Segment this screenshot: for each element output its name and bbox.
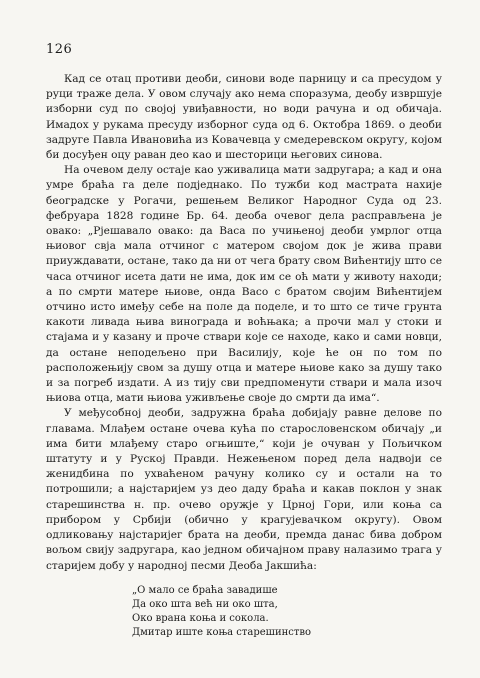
- paragraph-2: На очевом делу остаје као уживалица мати задругара; а кад и она умре браћа га деле подједнако. По тужби код мастрата нахије београдске у Рогачи, решењем Великог Народног Суда од 23. фебруара 1828 године Бр. 64. деоба очевог дела расправљена је овако: „Рјешавало овако: да Васа по учињеној деоби умрлог отца њиовог свја мала отчиног с матером својом док је жива прави приуждавати, остане, тако да ни от чега брату свом Вићентију што се часа отчиног исета дати не има, док им се оћ мати у животу находи; а по смрти матере њиове, онда Васо с братом својим Вићентијем отчино исто имеђу себе на поле да поделе, и то што се тиче грунта какоти ливада њива винограда и воћњака; а прочи мал у стоки и стајама и у казану и проче ствари које се находе, како и сами новци, да остане неподељено при Василију, које ће он по том по расположењију свом за душу отца и матере њиове како за душу тако и за погреб издати. А из тију сви предпоменути ствари и мала изоч њиова отца, мати њиова уживљење своје до смрти да има“.: [46, 164, 442, 405]
- verse-line: Око врана коња и сокола.: [132, 613, 269, 625]
- page-number: 126: [46, 42, 73, 57]
- page-body: [46, 72, 442, 641]
- verse-line: „О мало се браћа завадише: [132, 584, 278, 596]
- verse-quote: [132, 584, 442, 641]
- verse-line: Дмитар иште коња старешинство: [132, 627, 312, 639]
- paragraph-3: У међусобној деоби, задружна браћа добијају равне делове по главама. Млађем остане очева кућа по старословенском обичају „и има бити млађему старо огњиште,“ који је очуван у Пољичком штатуту и у Руској Правди. Нежењеном поред дела надвоји се женидбина по ухваћеном рачуну колико су и остали на то потрошили; а најстаријем уз део даду браћа и какав поклон у знак старешинства н. пр. очево оружје у Црној Гори, или коња са прибором у Србији (обично у крагујевачком округу). Овом одликовању најстаријег брата на деоби, премда данас бива добром вољом свију задругара, као једном обичајном праву налазимо трага у старијем добу у народној песми Деоба Јакшића:: [46, 407, 442, 572]
- verse-line: Да око шта већ ни око шта,: [132, 598, 278, 610]
- paragraph-1: Кад се отац противи деоби, синови воде парницу и са пресудом у руци траже дела. У овом случају ако нема споразума, деобу извршује изборни суд по својој увиђавности, но води рачуна и од обичаја. Имадох у рукама пресуду изборног суда од 6. Октобра 1869. о деоби задруге Павла Ивановића из Ковачевца у смедеревском округу, којом би досуђен оцу раван део као и шесторици његових синова.: [46, 73, 442, 162]
